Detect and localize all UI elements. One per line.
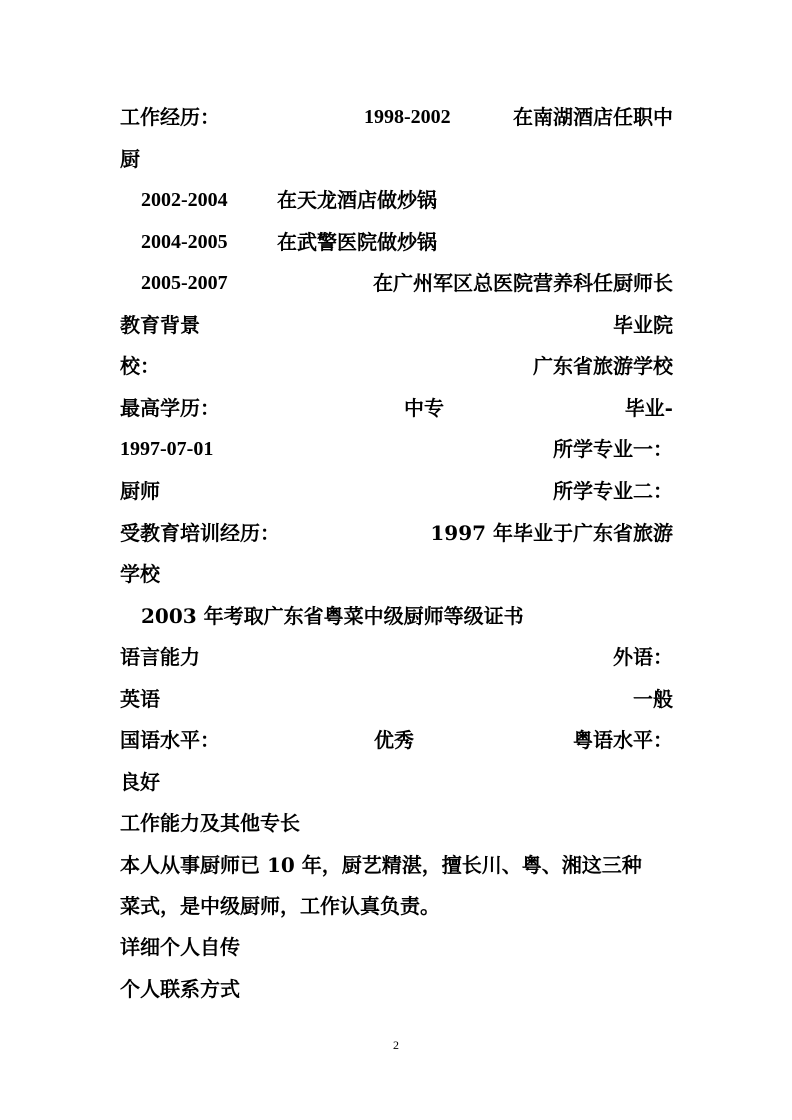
skills-heading-line — [120, 808, 673, 838]
school-line — [120, 351, 673, 381]
training-text-2: 学校 — [120, 562, 160, 586]
work-entry-line — [120, 268, 673, 298]
work-text-2: 在天龙酒店做炒锅 — [277, 188, 437, 212]
skills-heading: 工作能力及其他专长 — [120, 811, 300, 835]
skills-text-2: 菜式，是中级厨师，工作认真负责。 — [120, 894, 440, 918]
graduation-label: 毕业- — [624, 396, 673, 420]
foreign-line — [120, 684, 673, 714]
training-line — [120, 518, 673, 548]
work-text-1-wrap: 厨 — [120, 147, 140, 171]
work-text-1: 在南湖酒店任职中 — [513, 105, 673, 129]
training-cert-line — [120, 601, 673, 631]
major-line — [120, 476, 673, 506]
foreign-value: 英语 — [120, 687, 160, 711]
major1-label: 所学专业一： — [553, 437, 673, 461]
degree-label: 最高学历： — [120, 396, 220, 420]
dialect-line — [120, 725, 673, 755]
education-heading-line — [120, 310, 673, 340]
language-heading-line — [120, 642, 673, 672]
work-entry-line — [120, 185, 673, 215]
work-text-4: 在广州军区总医院营养科任厨师长 — [373, 271, 673, 295]
skills-text-1: 本人从事厨师已 10 年，厨艺精湛，擅长川、粤、湘这三种 — [120, 853, 642, 877]
work-experience-label: 工作经历： — [120, 105, 220, 129]
cantonese-label: 粤语水平： — [573, 728, 673, 752]
major2-label: 所学专业二： — [553, 479, 673, 503]
mandarin-value: 优秀 — [374, 728, 414, 752]
language-heading: 语言能力 — [120, 645, 200, 669]
work-entry-line — [120, 227, 673, 257]
biography-heading: 详细个人自传 — [120, 935, 240, 959]
foreign-level: 一般 — [633, 687, 673, 711]
training-text-1: 1997 年毕业于广东省旅游 — [430, 521, 673, 545]
work-years-2: 2002-2004 — [141, 189, 228, 211]
cantonese-value: 良好 — [120, 770, 160, 794]
contact-line — [120, 974, 673, 1004]
skills-text-line — [120, 850, 673, 880]
degree-value: 中专 — [404, 396, 444, 420]
biography-line — [120, 932, 673, 962]
work-years-3: 2004-2005 — [141, 231, 228, 253]
training-text-3: 2003 年考取广东省粤菜中级厨师等级证书 — [141, 604, 524, 628]
contact-heading: 个人联系方式 — [120, 977, 240, 1001]
school-label-part1: 毕业院 — [613, 313, 673, 337]
school-label-part2: 校： — [120, 354, 160, 378]
school-value: 广东省旅游学校 — [533, 354, 673, 378]
training-label: 受教育培训经历： — [120, 521, 280, 545]
work-text-3: 在武警医院做炒锅 — [277, 230, 437, 254]
graduation-date: 1997-07-01 — [120, 438, 214, 460]
work-experience-line — [120, 102, 673, 132]
page-number: 2 — [393, 1038, 399, 1052]
foreign-label: 外语： — [613, 645, 673, 669]
cantonese-line — [120, 767, 673, 797]
graduation-line — [120, 434, 673, 464]
mandarin-label: 国语水平： — [120, 728, 220, 752]
degree-line — [120, 393, 673, 423]
education-heading: 教育背景 — [120, 313, 200, 337]
training-wrap-line — [120, 559, 673, 589]
work-years-4: 2005-2007 — [141, 272, 228, 294]
work-wrap-line — [120, 144, 673, 174]
major1-value: 厨师 — [120, 479, 160, 503]
skills-text-line — [120, 891, 673, 921]
work-years-1: 1998-2002 — [364, 106, 451, 128]
